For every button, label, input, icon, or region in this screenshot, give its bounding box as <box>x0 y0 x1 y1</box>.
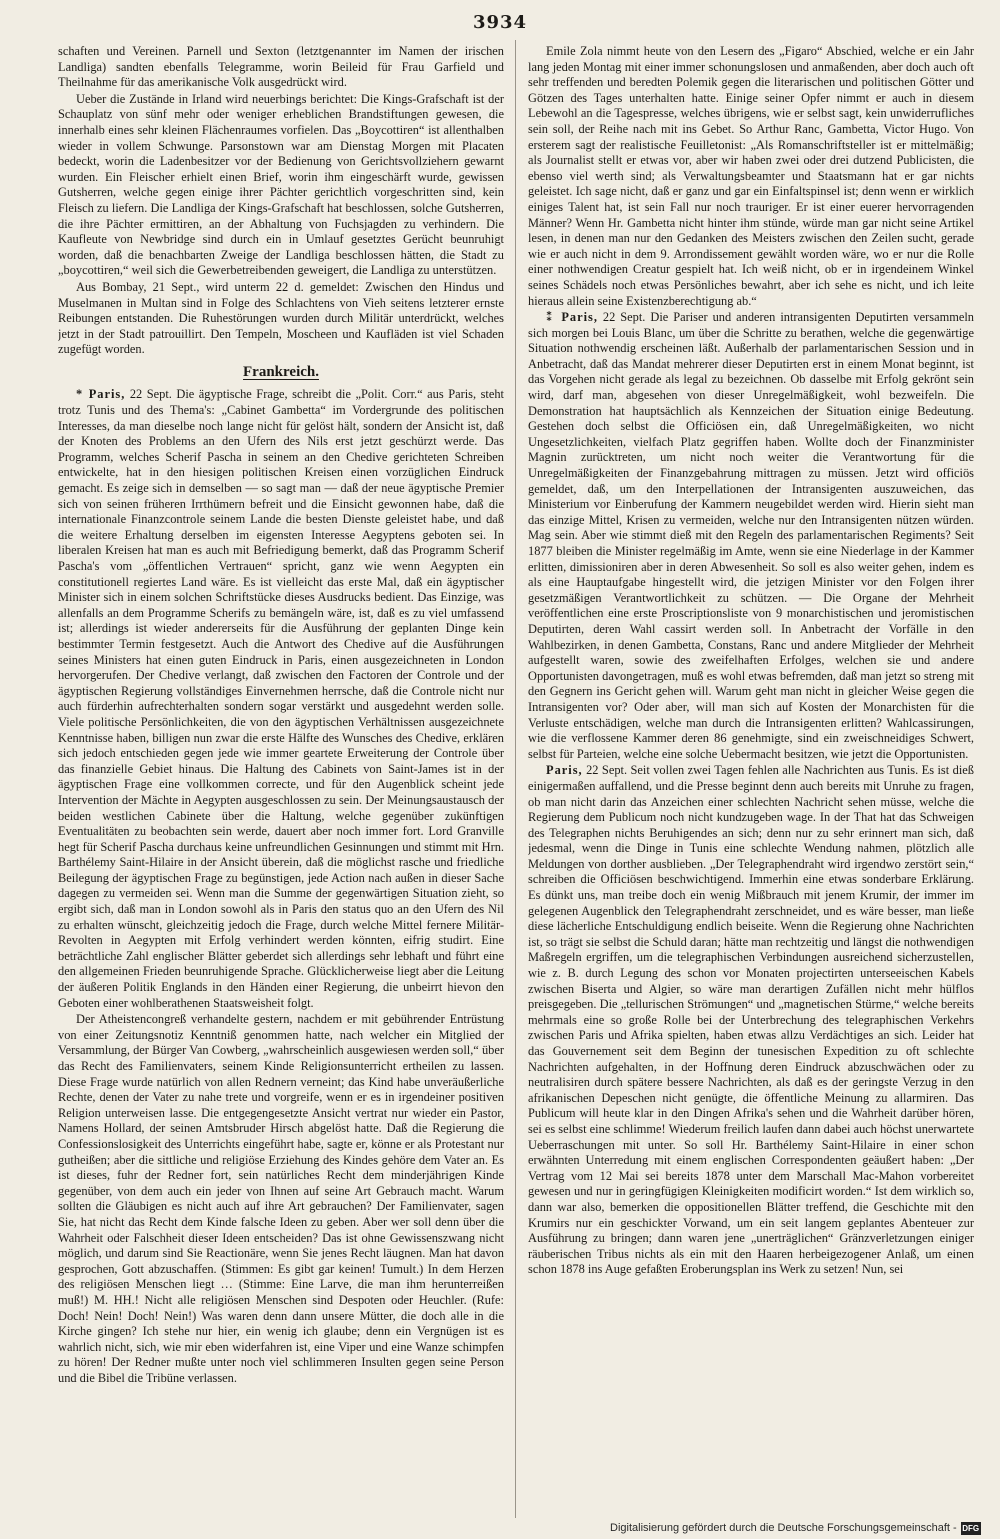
left-column <box>58 44 504 1514</box>
digitization-footer <box>610 1520 990 1537</box>
section-heading-frankreich: Frankreich. <box>243 363 319 380</box>
right-column <box>528 44 974 1514</box>
article-text: 22 Sept. Seit vollen zwei Tagen fehlen alle Nachrichten aus Tunis. Es ist dieß einigermaßen auffallend, und die Presse beginnt denn auch bereits mit Unruhe zu fragen, ob man nicht darin das Anzeichen einer schlechten Nachricht sehen müsse, welche die Regierung dem Publicum noch nicht kundzugeben wage. In der That hat das Schweigen des Telegraphen nichts Beruhigendes an sich; denn nur zu sehr erinnert man sich, daß jedesmal, wenn die Dinge in Tunis eine schlechte Wendung nahmen, plötzlich alle Meldungen von dorther ausblieben. „Der Telegraphendraht wird irgendwo zerstört sein,“ schreiben die Officiösen beschwichtigend. Immerhin eine etwas sonderbare Erklärung. Es dünkt uns, man treibe doch ein wenig Mißbrauch mit jenem Krumir, der immer im gelegenen Augenblick den Telegraphendraht zerschneidet, und es wäre besser, man ließe diese lächerliche Entschuldigung endlich beiseite. Wenn die Regierung ohne Nachrichten ist, so trägt sie selbst die Schuld daran; hätte man rechtzeitig und längst die nothwendigen Maßregeln ergriffen, um die telegraphischen Verbindungen ausreichend sicherzustellen, wie z. B. durch Legung des schon vor Monaten projectirten unterseeischen Kabels zwischen Biserta und Algier, so wäre man derartigen Zufällen nicht mehr hülflos preisgegeben. Die „tellurischen Strömungen“ und „magnetischen Stürme,“ welche bereits mehrmals eine so große Rolle bei der Unterbrechung des telegraphischen Verkehrs zwischen Paris und Afrika spielten, haben etwas allzu Verdächtiges an sich. Leider hat das Gouvernement seit dem Beginn der tunesischen Expedition zu oft schlechte Nachrichten aufgehalten, in der Hoffnung deren Eindruck abzuschwächen oder zu neutralisiren durch spätere bessere Nachrichten, als daß es der geringste Verzug in den afrikanischen Depeschen nicht genügte, die öffentliche Meinung zu allarmiren. Das Publicum will heute klar in den Dingen Afrika's sehen und die Wahrheit darüber hören, sei es selbst eine schlimme! Wiederum freilich laufen dann dabei auch höchst unerwartete Ueberraschungen mit unter. So soll Hr. Barthélemy Saint-Hilaire in einer schon erwähnten Unterredung mit einem englischen Correspondenten geäußert haben: „Der Vertrag vom 12 Mai sei bereits 1878 unter dem Marschall Mac-Mahon vorbereitet gewesen und nur in geringfügigen Kleinigkeiten modificirt worden.“ Ist dem wirklich so, dann war also, bemerken die oppositionellen Blätter treffend, die Geschichte mit den Krumirs nur ein geschickter Vorwand, um ein seit langem geplantes Abenteuer zur Ausführung zu bringen; dann waren jene „unerträglichen“ Gränzverletzungen einiger räuberischen Tribus nichts als ein mit den Haaren herbeigezogener Anlaß, um einen schon 1878 ins Auge gefaßten Eroberungsplan ins Werk zu setzen! Nun, sei <box>528 763 974 1277</box>
dateline: Paris, <box>546 763 583 778</box>
footer-text: Digitalisierung gefördert durch die Deutsche Forschungsgemeinschaft - <box>610 1522 957 1534</box>
article-paragraph <box>528 763 974 1278</box>
article-text: 22 Sept. Die Pariser und anderen intransigenten Deputirten versammeln sich morgen bei Louis Blanc, um über die Schritte zu berathen, welche die gegenwärtige Situation nothwendig erscheinen läßt. Außerhalb der parlamentarischen Session und in Anbetracht, daß das Mandat mehrerer dieser Deputirten erst in einem Monat beginnt, ist das Vorgehen nicht gerade als legal zu bezeichnen. Ob dasselbe mit Erfolg gekrönt sein wird, darf man, abgesehen von dieser Unregelmäßigkeit, wohl bezweifeln. Die Demonstration hat hauptsächlich als Kennzeichen der Situation einige Bedeutung. Gestehen doch selbst die Officiösen ein, daß Unregelmäßigkeiten, wo nicht Ungesetzlichkeiten, vielfach Platz gegriffen haben. Wollte doch der Finanzminister Magnin zurücktreten, um nicht noch weiter die Verantwortung für die Unregelmäßigkeiten der Finanzgebahrung mittragen zu müssen. Jetzt wird officiös gemeldet, daß, um den Interpellationen der Intransigenten auszuweichen, das Ministerium vor Einberufung der Kammern neugebildet werden wird. Hierin sieht man das einzige Mittel, Krisen zu vermeiden, welche nur den Intransigenten nützen würden. Mag sein. Aber wie stimmt dieß mit den Regeln des parlamentarischen Regiments? Seit 1877 bleiben die Minister regelmäßig im Amte, wenn sie eine Niederlage in der Kammer erlitten, dimissioniren aber in deren Abwesenheit. So soll es also weiter gehen, indem es als eine Hauptaufgabe hingestellt wird, die jetzigen Minister vor den Folgen ihrer gesetzmäßigen Verantwortlichkeit zu schützen. — Die Organe der Mehrheit veröffentlichen eine erste Proscriptionsliste von 9 monarchistischen und jeromistischen Deputirten, deren Wahl cassirt werden soll. In Anbetracht der Vorfälle in den Wahlbezirken, in denen Gambetta, Constans, Ranc und andere Mitglieder der Mehrheit aufgestellt waren, sowie des zweifelhaften Erfolges, welchen sie und andere Opportunisten davongetragen, muß es wohl etwas befremden, daß man jetzt so streng mit den Gegnern ins Gericht gehen will. Warum geht man nicht in gleicher Weise gegen die Intransigenten vor? Oder aber, will man sich auf Kosten der Monarchisten für die Verluste entschädigen, welche man durch die Intransigenten erlitten? Wahlcassirungen, wie die verflossene Kammer deren 86 genehmigte, sind ein zweischneidiges Schwert, selbst für Parteien, welche eine solche Uebermacht besitzen, wie jetzt die Opportunisten. <box>528 310 974 761</box>
article-paragraph <box>528 310 974 762</box>
dateline: ⁑ Paris, <box>546 310 598 325</box>
article-paragraph: Emile Zola nimmt heute von den Lesern des „Figaro“ Abschied, welche er ein Jahr lang jeden Montag mit einer immer schonungslosen und anmaßenden, aber doch auch oft sehr treffenden und beredten Polemik gegen die literarischen und politischen Götter und Götzen des Tages unterhalten hatte. Einige seiner Opfer nimmt er auch in diesem Lebewohl an die Tagespresse, welches übrigens, wie er selbst sagt, kein unwiderrufliches sein soll, der Reihe nach mit ins Gebet. So Arthur Ranc, Gambetta, Victor Hugo. Von ersterem sagt der realistische Feuilletonist: „Als Romanschriftsteller ist er mittelmäßig; als Journalist stellt er etwas vor, aber wir haben zwei oder drei dutzend Publicisten, die ebenso viel werth sind; als Verwaltungsbeamter und Staatsmann hat er gar nichts geleistet. Ich sage nicht, daß er ganz und gar ein Einfaltspinsel ist; denn wenn er wirklich einiges Talent hat, ist sein Fall nur noch trauriger. Er ist einer euerer hervorragenden Männer? Wenn Hr. Gambetta nicht hinter ihm stünde, würde man gar nicht seine Artikel lesen, in denen man nur den Gedanken des Meisters zwischen den Zeilen sucht, gerade wie er auch nicht in dem 9. Arrondissement gewählt worden wäre, wo er nur die Rolle einer nothwendigen Creatur gespielt hat. Ich weiß nicht, ob er in irgendeinem Winkel seines Schädels noch etwas Persönliches bewahrt, aber ich sehe es nicht, und ich leite hieraus allein seine Existenzberechtigung ab.“ <box>528 44 974 308</box>
page-number: 3934 <box>472 12 528 33</box>
dfg-logo-icon: DFG <box>962 1523 980 1533</box>
column-divider <box>515 40 516 1518</box>
article-paragraph: Der Atheistencongreß verhandelte gestern, nachdem er mit gebührender Entrüstung von einer Zeitungsnotiz Kenntniß genommen hatte, nach welcher ein Mitglied der Versammlung, der Bürger Van Cowberg, „wahrscheinlich ausgewiesen werden soll,“ über das Recht des Familienvaters, seinem Kinde Religionsunterricht ertheilen zu lassen. Diese Frage wurde natürlich von allen Rednern verneint; das Kind habe unveräußerliche Rechte, denen der Vater zu nahe trete und vorgreife, wenn er es in irgendeiner positiven Religion unterweisen lasse. Die entgegengesetzte Ansicht vertrat nur wieder ein Pastor, Namens Hollard, der seinen Amtsbruder Hirsch abgelöst hatte. Daß die Regierung die Confessionslosigkeit des Unterrichts eingeführt habe, sagte er, könne er als Protestant nur gutheißen; aber die sittliche und religiöse Erziehung des Kindes gehöre dem Vater an. Es ist dieses, fuhr der Redner fort, sein natürliches Recht dem minderjährigen Kinde gegenüber, von dem auch ein jeder von Ihnen auf seine Art Gebrauch macht. Warum sollten die Gläubigen es nicht auch auf ihre Art gebrauchen? Der Familienvater, sagen Sie, hat nicht das Recht dem Kinde falsche Ideen zu geben. Aber wer soll denn über die Wahrheit oder Falschheit dieser Ideen entscheiden? Das ist ohne Gewissenszwang nicht möglich, und darum sind Sie Reactionäre, wenn Sie jenes Recht läugnen. Man hat davon gesprochen, Gott abzuschaffen. (Stimmen: Es gibt gar keinen! Tumult.) In dem Herzen des religiösen Menschen liegt … (Stimme: Eine Larve, die man ihm herunterreißen muß!) M. HH.! Nicht alle religiösen Menschen sind Despoten oder Heuchler. (Rufe: Doch! Nein! Doch! Nein!) Was waren denn dann unsere Mütter, die doch alle in die Kirche gingen? Ich stehe nur hier, ein wenig ich glaube; denn ein Vergnügen ist es wahrlich nicht, sich, wie mir eben widerfahren ist, eine Viper und eine Wanze schimpfen zu hören! Der Redner mußte unter noch viel schlimmeren Insulten gegen seine Person und die Bibel die Tribüne verlassen. <box>58 1012 504 1385</box>
article-paragraph: Ueber die Zustände in Irland wird neuerbings berichtet: Die Kings-Grafschaft ist der Schauplatz von sünf mehr oder weniger erheblichen Brandstiftungen gewesen, die innerhalb eines sehr kleinen Flächenraumes vorfielen. Das „Boycottiren“ ist allenthalben wieder in vollem Schwunge. Parsonstown war am Dienstag Morgen mit Placaten bedeckt, worin die Ladenbesitzer vor der Bedienung von Gerichtsvollziehern gewarnt wurden. Ein Fleischer erhielt einen Brief, worin ihm eingeschärft wurde, gewissen Gutsherren, welche gegen einige ihrer Pächter gerichtlich vorgeschritten sind, kein Fleisch zu liefern. Die Landliga der Kings-Grafschaft hat beschlossen, solche Gutsherren, die ihre Pächter ermittiren, an der Abhaltung von Fuchsjagden zu verhindern. Die Kaufleute von Newbridge sind durch ein in Umlauf gesetztes Gerücht beunruhigt worden, daß die benachbarten Zweige der Landliga beschlossen hätten, die Stadt zu „boycottiren,“ weil sich die Gewerbetreibenden geweigert, die Landliga zu unterstützen. <box>58 91 504 278</box>
dateline: * Paris, <box>76 387 126 402</box>
article-text: 22 Sept. Die ägyptische Frage, schreibt die „Polit. Corr.“ aus Paris, steht trotz Tunis und des Thema's: „Cabinet Gambetta“ im Vordergrunde des politischen Interesses, da man dieselbe noch lange nicht für gelöst hält, sondern der Ansicht ist, daß der Knoten des Problems an den Ufern des Nils erst jetzt geschürzt werde. Das Programm, welches Scherif Pascha in seinem an den Chedive gerichteten Schreiben entwickelte, hat in den hiesigen politischen Kreisen einen vorzüglichen Eindruck gemacht. Es zeige sich in demselben — so sagt man — daß der neue ägyptische Premier sich von seinen früheren Irrthümern befreit und die Einsicht gewonnen habe, daß die internationale Finanzcontrole seinem Lande die besten Dienste geleistet habe, und daß die weitere Erhaltung derselben im eigensten Interesse Aegyptens geboten sei. In liberalen Kreisen hat man es auch mit Befriedigung bemerkt, daß das Programm Scherif Pascha's vom „öffentlichen Vertrauen“ spricht, ganz wie wenn Aegypten ein constitutionell regiertes Land wäre. Es ist vielleicht das erste Mal, daß ein ägyptischer Minister sich in einem solchen Schriftstücke dieses Ausdrucks bedient. Das Einzige, was allenfalls an dem Programme Scherifs zu bemängeln wäre, ist, daß es zu viel umfassend ist; allerdings ist wieder andererseits für die Ausführung der geplanten Dinge kein bestimmter Termin festgesetzt. Auch die Antwort des Chedive auf die Ausführungen seines Ministers hat einen guten Eindruck in Paris, einen ausgezeichneten in London hervorgerufen. Der Chedive verlangt, daß zwischen den Factoren der Controle und der ägyptischen Regierung vollständiges Einvernehmen herrsche, daß die Controle nicht nur auch fürderhin aufrechterhalten sondern sogar verstärkt und ausgedehnt werden solle. Viele politische Persönlichkeiten, die von den ägyptischen Verhältnissen ausgezeichnete Kenntnisse haben, billigen nun zwar die erste Hälfte des Wunsches des Chedive, erklären sich jedoch entschieden gegen jede wie immer geartete Erweiterung der Controle über das finanzielle Gebiet hinaus. Die Haltung des Cabinets von Saint-James ist in der ägyptischen Frage eine vollkommen correcte, und für den Augenblick scheint jede Intervention der Mächte in Aegypten ausgeschlossen zu sein. Der Meinungsaustausch der beiden westlichen Cabinete über die Haltung, welche gegenüber zukünftigen Eventualitäten zu beobachten sein werde, dauert aber noch immer fort. Lord Granville hegt für Scherif Pascha durchaus keine unfreundlichen Gesinnungen und stimmt mit Hrn. Barthélemy Saint-Hilaire in der Ansicht überein, daß die möglichst rasche und friedliche Beilegung der ägyptischen Frage zu begünstigen, jede Action nach außen in dieser Sache dagegen zu vermeiden sei. Wenn man die Summe der gegenwärtigen Situation zieht, so ergibt sich, daß man in London sowohl als in Paris den status quo an den Ufern des Nil zu erhalten wünscht, gleichzeitig jedoch die Frage, durch welche Mittel fernere Militär-Revolten in Aegypten mit Erfolg verhindert werden könnten, eifrig studirt. Eine beträchtliche Zahl englischer Blätter geberdet sich allerdings sehr lebhaft und führt eine den allgemeinen Frieden beunruhigende Sprache. Glücklicherweise liegt aber die Leitung der äußeren Politik Englands in den Händen einer Regierung, die unbeirrt hievon den Geboten einer wohlberathenen Staatsweisheit folgt. <box>58 387 504 1010</box>
article-paragraph: schaften und Vereinen. Parnell und Sexton (letztgenannter im Namen der irischen Landliga) sandten ebenfalls Telegramme, worin Beileid für Frau Garfield und Theilnahme für das amerikanische Volk ausgedrückt wird. <box>58 44 504 90</box>
article-paragraph <box>58 387 504 1011</box>
article-paragraph: Aus Bombay, 21 Sept., wird unterm 22 d. gemeldet: Zwischen den Hindus und Muselmanen in Multan sind in Folge des Schlachtens von Vieh seitens letzterer ernste Reibungen entstanden. Die Ruhestörungen wurden durch Militär unterdrückt, welches jetzt in der Stadt patrouillirt. Den Tempeln, Moscheen und Kaufläden ist viel Schaden zugefügt worden. <box>58 279 504 357</box>
